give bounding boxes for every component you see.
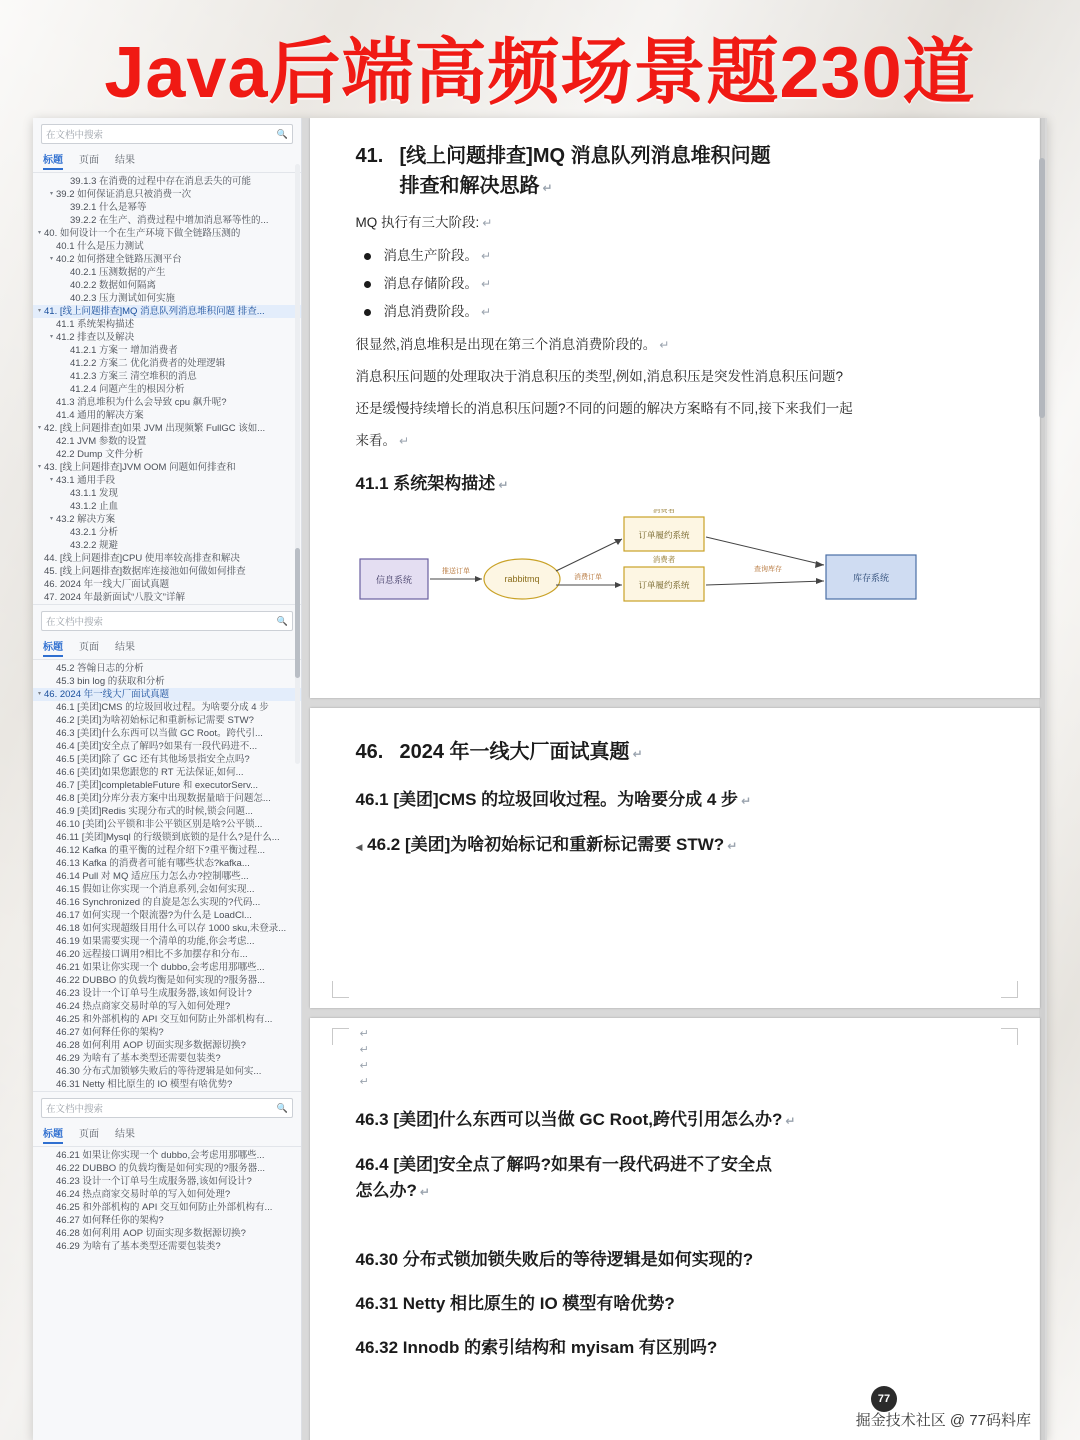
outline-item[interactable] (33, 727, 301, 740)
outline-item-label: 47. 2024 年最新面试“八股文”详解 (44, 592, 185, 603)
outline-item[interactable] (33, 526, 301, 539)
heading-46-3: 46.3 [美团]什么东西可以当做 GC Root,跨代引用怎么办? ↵ (355, 1110, 796, 1129)
outline-item[interactable] (33, 591, 301, 604)
outline-item[interactable] (33, 513, 301, 526)
outline-item[interactable] (33, 435, 301, 448)
outline-item[interactable] (33, 1227, 301, 1240)
outline-item[interactable] (33, 1240, 301, 1253)
outline-item[interactable] (33, 857, 301, 870)
outline-item-label: 39.2.1 什么是幂等 (70, 202, 147, 213)
outline-item-label: 46.21 如果让你实现一个 dubbo,会考虑用那哪些... (56, 962, 265, 973)
outline-tree-bottom[interactable] (33, 1147, 301, 1253)
outline-item[interactable] (33, 870, 301, 883)
chevron-down-icon[interactable]: ▾ (37, 691, 41, 697)
outline-item-label: 46.8 [美团]分库分表方案中出现数据量暗于问题怎... (56, 793, 271, 804)
tab-pages[interactable]: 页面 (79, 155, 99, 166)
document-page-2 (310, 708, 1040, 1008)
outline-item[interactable] (33, 818, 301, 831)
outline-item-label: 46.14 Pull 对 MQ 适应压力怎么办?控制哪些... (56, 871, 249, 882)
outline-item-label: 45.2 答翰日志的分析 (56, 663, 144, 674)
outline-item[interactable] (33, 292, 301, 305)
outline-sidebar[interactable] (33, 118, 302, 1440)
tab-results[interactable]: 结果 (115, 155, 135, 166)
page-title: Java后端高频场景题230道 (104, 33, 976, 113)
outline-item[interactable] (33, 474, 301, 487)
outline-item-label: 40.2 如何搭建全链路压测平台 (56, 254, 182, 265)
outline-item[interactable] (33, 688, 301, 701)
svg-text:消费订单: 消费订单 (573, 574, 602, 581)
outline-item-label: 46.28 如何利用 AOP 切面实现多数据源切换? (56, 1040, 246, 1051)
document-page-3 (310, 1018, 1040, 1440)
outline-item-label: 40.1 什么是压力测试 (56, 241, 144, 252)
outline-item-label: 46.31 Netty 相比原生的 IO 模型有啥优势? (56, 1079, 233, 1090)
architecture-diagram-svg (356, 509, 996, 627)
outline-item[interactable] (33, 922, 301, 935)
outline-item-label: 46.16 Synchronized 的自旋是怎么实现的?代码... (56, 897, 261, 908)
outline-item-label: 46.27 如何释任你的架构? (56, 1215, 164, 1226)
outline-item-label: 46.15 假如让你实现一个消息系列,会如何实现... (56, 884, 255, 895)
svg-text:订单履约系统: 订单履约系统 (637, 580, 690, 590)
outline-item-label: 43.1.1 发现 (70, 488, 119, 499)
pilcrow-icon: ↵ (659, 338, 670, 352)
outline-item-label: 42.1 JVM 参数的设置 (56, 436, 147, 447)
outline-item-label: 43.2.2 规避 (70, 540, 119, 551)
outline-item[interactable] (33, 383, 301, 396)
outline-item-label: 46.11 [美团]Mysql 的行级锁到底锁的是什么?是什么... (56, 832, 280, 843)
outline-item[interactable] (33, 701, 301, 714)
outline-item-label: 46.3 [美团]什么东西可以当做 GC Root。跨代引... (56, 728, 263, 739)
outline-item[interactable] (33, 1052, 301, 1065)
outline-item-label: 46.5 [美团]除了 GC 还有其他场景指安全点吗? (56, 754, 250, 765)
outline-panel-middle (33, 611, 301, 1092)
svg-text:rabbitmq: rabbitmq (503, 574, 540, 584)
outline-item[interactable] (33, 318, 301, 331)
svg-text:库存系统: 库存系统 (852, 573, 889, 583)
outline-item[interactable] (33, 714, 301, 727)
outline-item-label: 46.30 分布式加锁够失败后的等待逻辑是如何实... (56, 1066, 262, 1077)
outline-item-label: 46.4 [美团]安全点了解吗?如果有一段代码进不... (56, 741, 258, 752)
outline-item-label: 46.21 如果让你实现一个 dubbo,会考虑用那哪些... (56, 1150, 265, 1161)
outline-item-label: 46.19 如果需要实现一个清单的功能,你会考虑... (56, 936, 255, 947)
watermark-badge: 77 (871, 1386, 897, 1412)
outline-item-label: 46.17 如何实现一个限流器?为什么是 LoadCl... (56, 910, 252, 921)
chevron-down-icon[interactable]: ▾ (49, 334, 53, 340)
outline-item[interactable] (33, 331, 301, 344)
outline-item-label: 43.2.1 分析 (70, 527, 119, 538)
svg-text:消费者: 消费者 (652, 555, 675, 564)
outline-tree-top[interactable] (33, 173, 301, 604)
outline-item[interactable] (33, 974, 301, 987)
outline-item[interactable] (33, 1201, 301, 1214)
outline-item[interactable] (33, 766, 301, 779)
outline-item-label: 46.9 [美团]Redis 实现分布式的时候,锁会问题... (56, 806, 253, 817)
outline-item[interactable] (33, 844, 301, 857)
outline-item[interactable] (33, 896, 301, 909)
outline-item-label: 46.29 为啥有了基本类型还需要包装类? (56, 1241, 221, 1252)
document-viewport[interactable] (302, 118, 1047, 1440)
outline-item[interactable] (33, 1013, 301, 1026)
sidebar-scrollbar-thumb-top[interactable] (295, 548, 300, 678)
outline-item-label: 46.23 设计一个订单号生成服务器,该如何设计? (56, 1176, 252, 1187)
outline-panel-top (33, 124, 301, 605)
pilcrow-icon: ↵ (419, 1185, 430, 1199)
outline-item[interactable] (33, 344, 301, 357)
crop-mark (1001, 1028, 1018, 1045)
outline-item-label: 42. [线上问题排查]如果 JVM 出现频繁 FullGC 该如... (44, 423, 266, 434)
outline-item-label: 46.23 设计一个订单号生成服务器,该如何设计? (56, 988, 252, 999)
tab-pages-2[interactable]: 页面 (79, 642, 99, 653)
outline-item[interactable] (33, 1162, 301, 1175)
outline-item-label: 41.2.2 方案二 优化消费者的处理逻辑 (70, 358, 226, 369)
outline-item[interactable] (33, 1026, 301, 1039)
outline-item-label: 41.4 通用的解决方案 (56, 410, 144, 421)
outline-item[interactable] (33, 805, 301, 818)
pilcrow-icon: ↵ (632, 747, 643, 761)
outline-item-label: 41.2.3 方案三 清空堆积的消息 (70, 371, 197, 382)
outline-item-label: 39.1.3 在消费的过程中存在消息丢失的可能 (70, 176, 252, 187)
outline-item[interactable] (33, 948, 301, 961)
heading-46-2: ◀ 46.2 [美团]为啥初始标记和重新标记需要 STW? ↵ (355, 835, 738, 854)
outline-item[interactable] (33, 500, 301, 513)
crop-mark (1001, 981, 1018, 998)
outline-item-label: 46.7 [美团]completableFuture 和 executorServ... (56, 780, 259, 791)
heading-46-1: 46.1 [美团]CMS 的垃圾回收过程。为啥要分成 4 步 ↵ (355, 790, 752, 809)
sidebar-tabs-3[interactable] (33, 1122, 301, 1147)
outline-item[interactable] (33, 240, 301, 253)
crop-mark (332, 981, 349, 998)
outline-item[interactable] (33, 987, 301, 1000)
sidebar-tabs[interactable] (33, 148, 301, 173)
outline-item-label: 39.2.2 在生产、消费过程中增加消息幂等性的... (70, 215, 269, 226)
outline-item-label: 46.12 Kafka 的重平衡的过程介绍下?重平衡过程... (56, 845, 266, 856)
outline-item-label: 40.2.2 数据如何隔离 (70, 280, 157, 291)
outline-item-label: 43. [线上问题排查]JVM OOM 问题如何排查和 (44, 462, 236, 473)
outline-item[interactable] (33, 552, 301, 565)
pilcrow-icon: ↵ (481, 277, 492, 291)
outline-panel-bottom (33, 1098, 301, 1253)
outline-item[interactable] (33, 305, 301, 318)
pilcrow-icon: ↵ (727, 839, 738, 853)
outline-item[interactable] (33, 909, 301, 922)
heading-46-30: 46.30 分布式锁加锁失败后的等待逻辑是如何实现的? (355, 1250, 754, 1269)
pilcrow-icon: ↵ (482, 216, 493, 230)
outline-item[interactable] (33, 753, 301, 766)
outline-item-label: 46.1 [美团]CMS 的垃圾回收过程。为啥要分成 4 步 (56, 702, 269, 713)
outline-item-label: 46.6 [美团]如果您跟您的 RT 无法保证,如何... (56, 767, 244, 778)
outline-item-label: 40.2.3 压力测试如何实施 (70, 293, 176, 304)
outline-item-label: 46.13 Kafka 的消费者可能有哪些状态?kafka... (56, 858, 250, 869)
pdf-reader-window (33, 118, 1047, 1440)
architecture-diagram (356, 509, 1000, 627)
outline-item-label: 46.27 如何释任你的架构? (56, 1027, 164, 1038)
outline-item-label: 41.2.1 方案一 增加消费者 (70, 345, 178, 356)
heading-46-4: 46.4 [美团]安全点了解吗?如果有一段代码进不了安全点 (355, 1155, 773, 1174)
chevron-down-icon[interactable]: ▾ (49, 477, 53, 483)
search-input-3[interactable] (41, 1098, 293, 1118)
outline-item-label: 46.28 如何利用 AOP 切面实现多数据源切换? (56, 1228, 246, 1239)
pilcrow-icon: ↵ (399, 434, 410, 448)
search-placeholder-2: 在文档中搜索 (46, 617, 104, 628)
outline-item[interactable] (33, 565, 301, 578)
outline-item-label: 46.29 为啥有了基本类型还需要包装类? (56, 1053, 221, 1064)
outline-item[interactable] (33, 370, 301, 383)
pilcrow-icon: ↵ (741, 794, 752, 808)
svg-text:推送订单: 推送订单 (441, 568, 470, 575)
outline-item[interactable] (33, 662, 301, 675)
search-icon-3[interactable]: 🔍 (276, 1102, 288, 1113)
outline-item-label: 41. [线上问题排查]MQ 消息队列消息堆积问题 排查... (44, 306, 265, 317)
outline-item[interactable] (33, 448, 301, 461)
paragraph-1: 很显然,消息堆积是出现在第三个消息消费阶段的。 ↵ (355, 337, 670, 352)
heading-41-line2: 排查和解决思路 ↵ (399, 175, 553, 197)
chevron-down-icon[interactable]: ▾ (37, 230, 41, 236)
tab-headings[interactable]: 标题 (43, 151, 63, 170)
sidebar-tabs-2[interactable] (33, 635, 301, 660)
outline-item-label: 40. 如何设计一个在生产环境下做全链路压测的 (44, 228, 241, 239)
outline-item[interactable] (33, 1065, 301, 1078)
pilcrow-icon: ↵ (542, 181, 553, 195)
outline-item-label: 41.2 排查以及解决 (56, 332, 135, 343)
crop-mark (332, 1028, 349, 1045)
heading-46-31: 46.31 Netty 相比原生的 IO 模型有啥优势? (355, 1294, 675, 1313)
outline-item-label: 39.2 如何保证消息只被消费一次 (56, 189, 192, 200)
search-input[interactable] (41, 124, 293, 144)
outline-item[interactable] (33, 409, 301, 422)
pilcrow-icon: ↵ (785, 1114, 796, 1128)
chevron-down-icon[interactable]: ▾ (49, 516, 53, 522)
outline-item[interactable] (33, 188, 301, 201)
outline-item[interactable] (33, 1149, 301, 1162)
paragraph-2: 消息积压问题的处理取决于消息积压的类型,例如,消息积压是突发性消息积压问题? (355, 369, 844, 384)
svg-text:消费者: 消费者 (652, 509, 675, 514)
bullet-list-stages (356, 242, 1000, 326)
empty-lines: ↵ ↵ ↵ ↵ (359, 1028, 369, 1088)
outline-item[interactable] (33, 1188, 301, 1201)
chevron-down-icon[interactable]: ▾ (49, 256, 53, 262)
outline-item-label: 41.1 系统架构描述 (56, 319, 135, 330)
outline-item[interactable] (33, 396, 301, 409)
outline-item-label: 46.20 远程接口调用?相比不多加摆存和分布... (56, 949, 248, 960)
outline-item-label: 46.2 [美团]为啥初始标记和重新标记需要 STW? (56, 715, 254, 726)
outline-item-label: 46.10 [美团]公平锁和非公平锁区别是啥?公平锁... (56, 819, 263, 830)
outline-item-label: 41.3 消息堆积为什么会导致 cpu 飙升呢? (56, 397, 227, 408)
outline-item-label: 42.2 Dump 文件分析 (56, 449, 144, 460)
outline-item-label: 46. 2024 年一线大厂面试真题 (44, 689, 170, 700)
outline-item[interactable] (33, 266, 301, 279)
outline-item[interactable] (33, 422, 301, 435)
outline-item[interactable] (33, 1214, 301, 1227)
outline-item[interactable] (33, 175, 301, 188)
outline-item[interactable] (33, 253, 301, 266)
outline-item-label: 46.25 和外部机构的 API 交互如何防止外部机构有... (56, 1014, 273, 1025)
pilcrow-icon: ↵ (481, 249, 492, 263)
outline-item[interactable] (33, 831, 301, 844)
search-icon-2[interactable]: 🔍 (276, 615, 288, 626)
heading-46-4-line2: 怎么办? ↵ (355, 1181, 430, 1200)
paragraph-3: 还是缓慢持续增长的消息积压问题?不同的问题的解决方案略有不同,接下来我们一起 (355, 401, 853, 416)
outline-item-label: 44. [线上问题排查]CPU 使用率较高排查和解决 (44, 553, 240, 564)
outline-item-label: 46.18 如何实现超级目用什么可以存 1000 sku,未登录... (56, 923, 287, 934)
svg-text:信息系统: 信息系统 (375, 575, 412, 585)
outline-item-label: 45. [线上问题排查]数据库连接池如何做如何排查 (44, 566, 246, 577)
paragraph-intro: MQ 执行有三大阶段: ↵ (355, 215, 493, 230)
outline-item[interactable] (33, 1078, 301, 1091)
outline-item[interactable] (33, 779, 301, 792)
outline-item[interactable] (33, 1000, 301, 1013)
outline-item[interactable] (33, 1175, 301, 1188)
outline-item-label: 40.2.1 压测数据的产生 (70, 267, 166, 278)
outline-item[interactable] (33, 539, 301, 552)
outline-item[interactable] (33, 935, 301, 948)
outline-item-label: 46.22 DUBBO 的负载均衡是如何实现的?服务器... (56, 1163, 266, 1174)
heading-46: 46. 2024 年一线大厂面试真题 ↵ (355, 741, 643, 763)
pilcrow-icon: ↵ (498, 478, 509, 492)
heading-46-32: 46.32 Innodb 的索引结构和 myisam 有区别吗? (355, 1338, 718, 1357)
outline-item[interactable] (33, 487, 301, 500)
outline-item[interactable] (33, 227, 301, 240)
chevron-down-icon[interactable]: ▾ (37, 308, 41, 314)
outline-item[interactable] (33, 578, 301, 591)
collapse-arrow-icon[interactable]: ◀ (355, 842, 363, 852)
outline-item-label: 45.3 bin log 的获取和分析 (56, 676, 165, 687)
outline-item-label: 46. 2024 年一线大厂面试真题 (44, 579, 170, 590)
outline-item[interactable] (33, 214, 301, 227)
tab-pages-3[interactable]: 页面 (79, 1129, 99, 1140)
list-item: 消息存储阶段。 ↵ (356, 270, 1000, 298)
outline-item[interactable] (33, 201, 301, 214)
outline-item[interactable] (33, 357, 301, 370)
list-item: 消息消费阶段。 ↵ (356, 298, 1000, 326)
outline-item[interactable] (33, 461, 301, 474)
search-placeholder-3: 在文档中搜索 (46, 1104, 104, 1115)
outline-item-label: 46.24 热点商家交易时单的写入如何处理? (56, 1001, 231, 1012)
outline-item[interactable] (33, 792, 301, 805)
outline-item[interactable] (33, 675, 301, 688)
outline-item-label: 43.1.2 止血 (70, 501, 119, 512)
outline-item-label: 46.22 DUBBO 的负载均衡是如何实现的?服务器... (56, 975, 266, 986)
heading-41-1: 41.1 系统架构描述 ↵ (355, 474, 509, 493)
svg-text:查询库存: 查询库存 (753, 566, 782, 573)
outline-tree-middle[interactable] (33, 660, 301, 1091)
document-scrollbar-thumb[interactable] (1039, 158, 1045, 418)
outline-item[interactable] (33, 740, 301, 753)
outline-item-label: 46.25 和外部机构的 API 交互如何防止外部机构有... (56, 1202, 273, 1213)
tab-headings-2[interactable]: 标题 (43, 638, 63, 657)
document-page-1 (310, 118, 1040, 698)
search-placeholder: 在文档中搜索 (46, 130, 104, 141)
chevron-down-icon[interactable]: ▾ (37, 425, 41, 431)
search-input-2[interactable] (41, 611, 293, 631)
heading-41: 41. [线上问题排查]MQ 消息队列消息堆积问题 (355, 145, 771, 167)
svg-text:订单履约系统: 订单履约系统 (637, 530, 690, 540)
search-icon[interactable]: 🔍 (276, 128, 288, 139)
tab-headings-3[interactable]: 标题 (43, 1125, 63, 1144)
outline-item-label: 46.24 热点商家交易时单的写入如何处理? (56, 1189, 231, 1200)
paragraph-4: 来看。 ↵ (355, 433, 410, 448)
outline-item[interactable] (33, 883, 301, 896)
list-item: 消息生产阶段。 ↵ (356, 242, 1000, 270)
outline-item-label: 41.2.4 问题产生的根因分析 (70, 384, 185, 395)
tab-results-3[interactable]: 结果 (115, 1129, 135, 1140)
watermark (856, 1409, 1031, 1430)
chevron-down-icon[interactable]: ▾ (49, 191, 53, 197)
outline-item-label: 43.1 通用手段 (56, 475, 116, 486)
outline-item[interactable] (33, 961, 301, 974)
watermark-text: 掘金技术社区 @ 77码料库 (855, 1412, 1031, 1429)
outline-item[interactable] (33, 279, 301, 292)
outline-item[interactable] (33, 1039, 301, 1052)
pilcrow-icon: ↵ (481, 305, 492, 319)
tab-results-2[interactable]: 结果 (115, 642, 135, 653)
chevron-down-icon[interactable]: ▾ (37, 464, 41, 470)
outline-item-label: 43.2 解决方案 (56, 514, 116, 525)
